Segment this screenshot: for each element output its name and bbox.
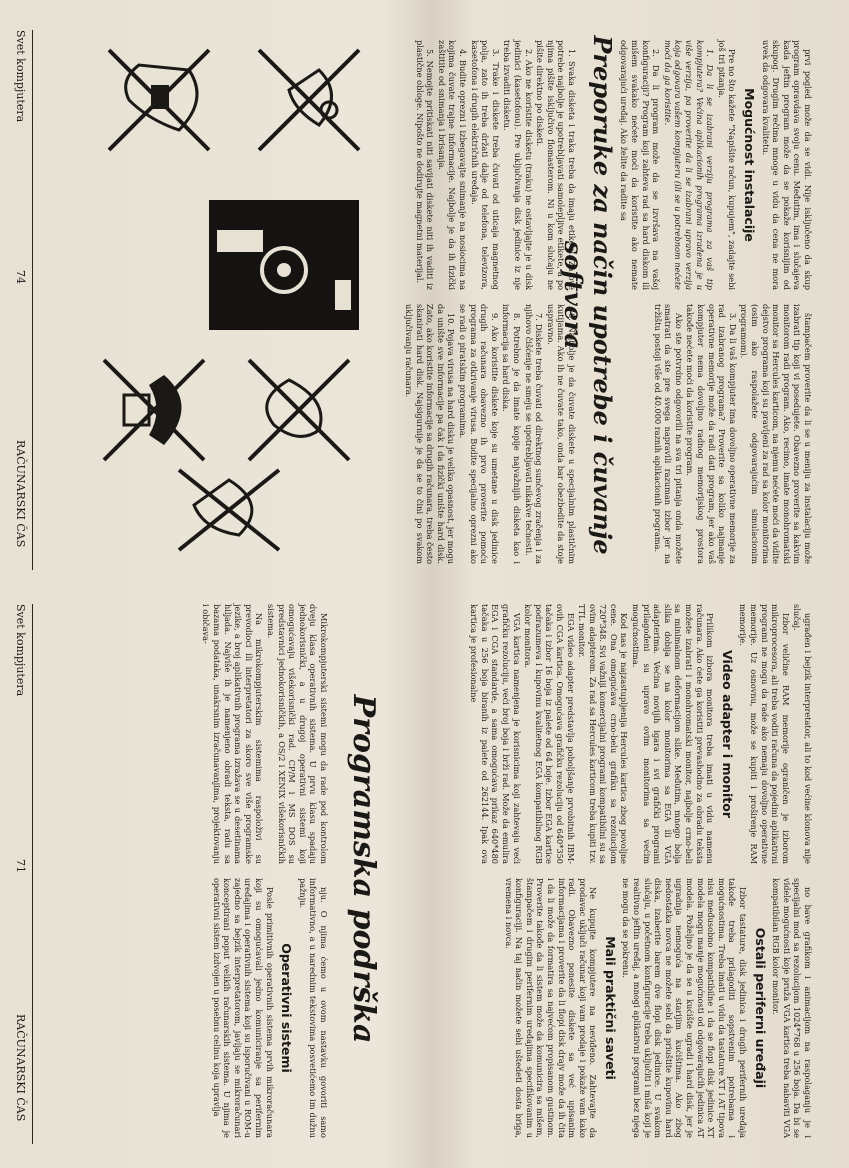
- paragraph: 6. Najbolje je da čuvate diskete u specijalnim plastičnim kutijama. Ako ih ne čuvate tako, onda bar obezbedite da stoje uspravno.: [545, 304, 577, 564]
- paragraph: ugrađen i bejzik interpretator, ali to kod većine klonova nije slučaj.: [792, 604, 813, 864]
- paragraph: no bave grafikom i animacijom na raspolaganju je i specijalni mod sa rezolucijom 1024*768 u 256 boja. Da bi se videle mogućnosti koje pruža VGA kartica treba nabaviti VGA kompatibilan RGB kolor monitor.: [771, 878, 813, 1138]
- footer-section-name: RAČUNARSKI ČAS: [14, 440, 27, 548]
- paragraph: 1. Da li se izabrani verziju programa za vaš tip kompjutera? Većina aplikacionih programa izrađena je u više verzija, pa proverite da li se izabrani upravo verzija koja odgovara vašem kompjuteru (ili se u potrebnom nećete moći da ga koristite.: [662, 40, 716, 290]
- fingers-crossed-icon: [179, 470, 279, 550]
- column-1: [393, 604, 813, 864]
- phone-crossed-icon: [104, 360, 204, 460]
- paragraph: Na mikrokompjuterskim sistemima raspoloživi su prevodioci ili interpretatori za skoro sve više programske jezike, a broj aplikativnih programa izražava se u desetinama hiljada. Najviše ih je namenjeno obradi teksta, radu sa bazama podataka, unakrsnim izračunavanjima, projektovanju i običava-: [201, 604, 265, 864]
- paragraph: EGA video adapter predstavlja poboljšanje prvobitnih IBM-ovih CGA kartica. Omogućava grafičku rezoluciju od 640*350 tačaka i izbor 16 boja iz palete od 64 boje. Izbor EGA kartice podrazumeva i kupovinu kvalitetnog EGA kompatibilnog RGB kolor monitora.: [523, 604, 576, 864]
- paragraph: 8. Potrebno je da imate kopije najvažnijih disketa kao i informacija sa hard diska.: [501, 304, 523, 564]
- paragraph: Kod nas je najzastupljenija Hercules kartica zbog povoljne cene. Ona omogućava crno-belu grafiku sa rezolucijom 720*348. Svi važniji komercijalni programi kompatibilni su sa ovim adapterom. Za rad sa Hercules karticom treba kupiti tzv. TTL monitor.: [577, 604, 630, 864]
- paragraph: Ako ste potvrdno odgovorili na sva tri pitanja onda možete smatrati da ste pre svega napravili razuman izbor jer na tržištu postoji više od 40.000 raznih aplikacionih programa.: [652, 304, 684, 564]
- footer-magazine-name: Svet kompjutera: [14, 604, 27, 697]
- column-b: [79, 878, 329, 1138]
- paragraph: Posle primitivnih operativnih sistema prvih mikroračunara koji su omogućavali jedno komuniciranje sa perifernim uređajima i operativnih sistema koji su isporučivani u ROM-u zajedno sa bejzik interpretatorom, javljaju se mikroračunari konceptirani poput velikih računarskih sistema. U njima je operativni sistem izdvojen u posebnu celinu koja upravlja: [211, 878, 275, 1138]
- paragraph: 5. Nemojte pritiskati niti savijati diskete niti ih vaditi iz plastične obloge. Nipošto ne dodirujte magnetni materijal.: [414, 40, 436, 290]
- footer-rule: [32, 604, 33, 1144]
- page-number: 71: [14, 859, 27, 873]
- paragraph: prvi pogled može da se vidi. Nije isključeno da skup program opravdava svoju cenu. Međutim, ima i slučajeva kada jeftin program može da se pokaže korisnijim od skupog. Drugim rečima mnoge u vidu da cena ne mora uvek da odgovara kvalitetu.: [760, 40, 813, 290]
- column-a: [402, 40, 577, 290]
- paragraph: 1. Svaka disketa i traka treba da imaju etiketu. Za ove potrebe najbolje je upotrebljavati samolepljive etikete, a po njima pišite isključivo flomasterom. Ni u kom slučaju ne pišite direktno po disketi.: [535, 40, 577, 290]
- paragraph: 4. Budite oprezni i izbegavajte snimanje na nosiocima na kojima čuvate trajne informacije. Najbolje je da ih fizički zaštitite od snimanja i brisanja.: [436, 40, 469, 290]
- section-title: Programska podrška: [346, 694, 381, 1044]
- paragraph: 10. Pojava virusa na hard disku je velika opasnost, jer mogu da unište sve informacije pa čak i da fizički unište hard disk. Zato, ako koristite informacije sa drugih računara, treba često skanirati hard disk. Najsigurnije je da se to čini po svakom uključivanju računara.: [404, 304, 457, 564]
- page-71: [0, 584, 849, 1168]
- column-1: [619, 40, 813, 290]
- article-title: Preporuke za način upotrebe i čuvanje softvera: [559, 35, 617, 555]
- section-heading: Mogućnost instalacije: [742, 88, 758, 242]
- paragraph: VGA kartica namenjena je korisnicima koji zahtevaju veći grafičku rezoluciju, veći broj boja i brži rad. Može da emulira EGA i CGA standarde, a sama omogućava prikaz 640*480 tačaka u 256 boja biranih iz palete od 262144. Ipak ova kartica je profesionalne: [469, 604, 522, 864]
- paragraph: Ne kupujte kompjutere na neviđeno. Zahtevajte da prodavac uključi računar koji vam prodaje i pokaže vam kako radi. Obavezno ponesite diskete sa već upisanim informacijama i proverite da li flopi disk drajv može da ih čita i da li može da formatira sa najvećom propisanom gustinom. Proverite takođe da li sistem može da komunicira sa mišem, štampačem i drugim perifernim uređajima specifikovanim u konfiguraciji. Na taj način možete sebi uštedeti dosta briga, vremena i novca.: [503, 878, 599, 1138]
- paragraph: 3. Trake i diskete treba čuvati od uticaja magnetnog polja, zato ih treba držati dalje od telefona, televizora, kasetofona i drugih električnih uređaja.: [469, 40, 501, 290]
- paragraph: Mikrokompjuterski sistemi mogu da rade pod kontrolom dveju klasa operativnih sistema. U prvu klasu spadaju jednokorisnički, a u drugoj operativni sistemi koji omogućavaju višekorisnički rad. CP/M i MS DOS su predstavnici jednokorisničkih, a OS/2 i XENIX višekorisničkih sistema.: [266, 604, 329, 864]
- section-heading: Operativni sistemi: [279, 943, 295, 1073]
- illustrations: [59, 30, 379, 560]
- section-heading: Ostali periferni uređaji: [752, 927, 768, 1089]
- paragraph: 9. Ako koristite diskete koje su umetane u disk jedinice drugih računara obavezno ih prvo proverite pomoću programa za otkrivanje virusa. Budite specijalno oprezni ako se radi o piratskim programima.: [458, 304, 500, 564]
- footer-rule: [32, 30, 33, 570]
- column-2: [393, 878, 813, 1138]
- paragraph: 3. Da li vaš kompjuter ima dovoljno operativne memorije za rad izabranog programa? Proverite sa koliko najmanje operativne memorije može da radi dati program, jer ako vaš kompjuter nema dovoljno radnog memorijskog prostora takođe nećete moći da koristite program.: [685, 304, 738, 564]
- paragraph: Izbor tastature, disk jedinica i drugih perifernih uređaja takođe treba prilagoditi sopstvenim potrebama i mogućnostima. Treba imati u vidu da tastature XT i AT tipova nisu međusobno kompatibilne i da se flopi disk jedinice XT modela mogu manje mogućnosti od odgovarajućih jedinica AT modela. Poželjno je da se u kućište ugradi i hard disk, jer je ugradnja nemoguća na starijim kućištima. Ako zbog nedostatka novca ne možete sebi da priuštite kupovinu hard diska, izaberite barem dve flopi disk jedinice. U svakom slučaju, u početnom konfiguracije treba uključiti i miša koji je realtivno jeftin uređaj, a mnogi aplikativni programi bez njega ne mogu da se pokrenu.: [621, 878, 749, 1138]
- column-b: [402, 304, 577, 564]
- section-heading: Mali praktični saveti: [602, 936, 618, 1080]
- paragraph: Prilikom izbora monitora treba imati u vidu namenu računara. Ako ćete ga koristiti prevashodno za obradu teksta možete izabrati i monohromatski monitor, najbolje crno-beli sa minimalnom deformacijom slike. Međutim, mnogo bolja slika dobija se na kolor monitorima sa EGA ili VGA adapterima. Većina novijih igara i svi grafički programi prilagođeni su upravo ovim monitorima sa većim mogućnostima.: [631, 604, 716, 864]
- paragraph: Pre no što kažete "Napišite račun, kupujem", zadajte sebi još tri pitanja.: [716, 40, 738, 290]
- hand-crossed-icon: [249, 360, 349, 460]
- column-a: [79, 604, 329, 864]
- paragraph: 2. Da li program može da se izvršava na vašoj konfiguraciji? Program koji zahteva rad sa hard diskom ili mišem svakako nećete moći da koristite ako nemate odgovarajući uređaj. Ako želite da radite sa: [619, 40, 662, 290]
- footer-magazine-name: Svet kompjutera: [14, 30, 27, 123]
- section-heading: Video adapter i monitor: [719, 650, 735, 818]
- page-number: 74: [14, 270, 27, 284]
- paragraph: 2. Ako ne koristite disketu (traku) ne ostavljajte je u disk jedinici (kasetofonu). Pre uključivanja disk jedinice iz nje treba izvaditi disketu.: [502, 40, 534, 290]
- scissors-crossed-icon: [259, 50, 359, 150]
- paragraph: Izbor veličine RAM memorije ograničen je izborom mikroprocesora, ali treba voditi računa da poјedini aplikativni programi ne mogu da rade ako nemaju dovoljno operativne memorije. Uz osnovnu, može se kupiti i proširenje RAM memorije.: [738, 604, 791, 864]
- footer-section-name: RAČUNARSKI ČAS: [14, 1014, 27, 1122]
- floppy-disk-icon: [209, 200, 359, 330]
- paragraph: nju. O njima ćemo u ovom nastavku govoriti samo informativno, a u narednim tekstovima posvetićemo im dužnu pažnju.: [297, 878, 329, 1138]
- magnet-crossed-icon: [109, 50, 209, 150]
- column-2: [623, 304, 813, 564]
- paragraph: štampačem proverite da li se u meniju za instalaciju može izabrati tip koji vi posedujete. Obavezno proverite sa kakvim monitorom radi program. Ako, recimo, imate monohromatski monitor sa Hercules karticom, na njemu nećete moći da vidite dejstvo programa koji su pravljeni za rad sa kolor monitorima (osim ako raspolažete odgovarajućim simulacionim programom).: [739, 304, 813, 564]
- paragraph: 7. Diskete treba čuvati od direktnog sunčevog zračenja i za njihovo čišćenje ne smeju se upotrebljavati nikakve tečnosti.: [523, 304, 545, 564]
